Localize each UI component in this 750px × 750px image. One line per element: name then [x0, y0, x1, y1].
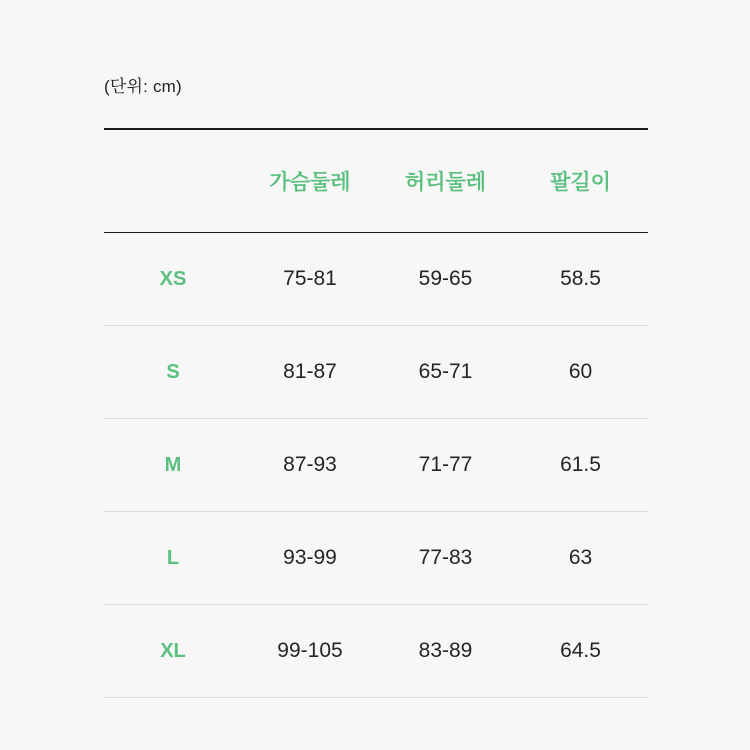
unit-note: (단위: cm) — [104, 77, 182, 96]
cell-chest: 75-81 — [242, 233, 378, 326]
table-row — [104, 233, 648, 326]
column-header-chest: 가슴둘레 — [242, 129, 378, 233]
table-row — [104, 326, 648, 419]
cell-chest: 87-93 — [242, 419, 378, 512]
size-table — [104, 128, 648, 698]
cell-waist: 83-89 — [378, 605, 513, 698]
row-size-label: S — [104, 326, 242, 419]
row-size-label: XL — [104, 605, 242, 698]
size-table-body — [104, 233, 648, 698]
cell-sleeve: 58.5 — [513, 233, 648, 326]
cell-waist: 77-83 — [378, 512, 513, 605]
cell-chest: 93-99 — [242, 512, 378, 605]
column-header-size — [104, 129, 242, 233]
cell-waist: 71-77 — [378, 419, 513, 512]
table-header-row — [104, 129, 648, 233]
cell-chest: 99-105 — [242, 605, 378, 698]
row-size-label: M — [104, 419, 242, 512]
table-row — [104, 419, 648, 512]
cell-sleeve: 64.5 — [513, 605, 648, 698]
size-table-container — [104, 128, 648, 698]
column-header-sleeve: 팔길이 — [513, 129, 648, 233]
cell-sleeve: 63 — [513, 512, 648, 605]
cell-chest: 81-87 — [242, 326, 378, 419]
row-size-label: XS — [104, 233, 242, 326]
table-row — [104, 512, 648, 605]
cell-sleeve: 60 — [513, 326, 648, 419]
cell-sleeve: 61.5 — [513, 419, 648, 512]
size-table-header — [104, 129, 648, 233]
cell-waist: 59-65 — [378, 233, 513, 326]
table-row — [104, 605, 648, 698]
row-size-label: L — [104, 512, 242, 605]
column-header-waist: 허리둘레 — [378, 129, 513, 233]
cell-waist: 65-71 — [378, 326, 513, 419]
